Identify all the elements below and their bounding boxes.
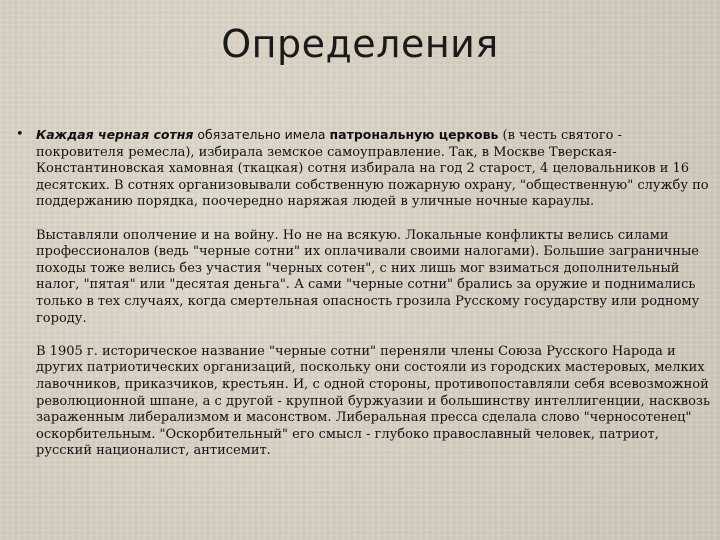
bullet-marker: • [16,127,24,142]
bullet-text [36,127,714,460]
slide-content [14,127,714,460]
term-patronal-church: патрональную церковь [329,127,499,142]
paragraph-1 [36,127,714,211]
slide-title: Определения [221,22,499,66]
paragraph-1-text-b: (в честь святого - покровителя ремесла), избирала земское самоуправление. Так, в Москве Тверская-Константиновская хамовная (ткацкая) сотня избирала на год 2 старост, 4 целовальников и 16 десятских. В сотнях организовывали собственную пожарную охрану, "общественную" службу по поддержанию порядка, поочередно наряжая людей в уличные ночные караулы. [36,128,709,210]
term-black-hundred: Каждая черная сотня [36,127,194,142]
paragraph-2: Выставляли ополчение и на войну. Но не на всякую. Локальные конфликты велись силами профессионалов (ведь "черные сотни" их оплачивали своими налогами). Большие заграничные походы тоже велись без участия "черных сотен", с них лишь мог взиматься дополнительный налог, "пятая" или "десятая деньга". А сами "черные сотни" брались за оружие и поднимались только в тех случаях, когда смертельная опасность грозила Русскому государству или родному городу. [36,227,700,326]
paragraph-1-text-a: обязательно имела [193,127,330,142]
paragraph-3: В 1905 г. историческое название "черные сотни" переняли члены Союза Русского Народа и других патриотических организаций, поскольку они состояли из городских мастеровых, мелких лавочников, приказчиков, крестьян. И, с одной стороны, противопоставляли себя всевозможной революционной шпане, а с другой - крупной буржуазии и большинству интеллигенции, насквозь зараженным либерализмом и масонством. Либеральная пресса сделала слово "черносотенец" оскорбительным. "Оскорбительный" его смысл - глубоко православный человек, патриот, русский националист, антисемит. [36,343,711,459]
bullet-item [14,127,714,460]
